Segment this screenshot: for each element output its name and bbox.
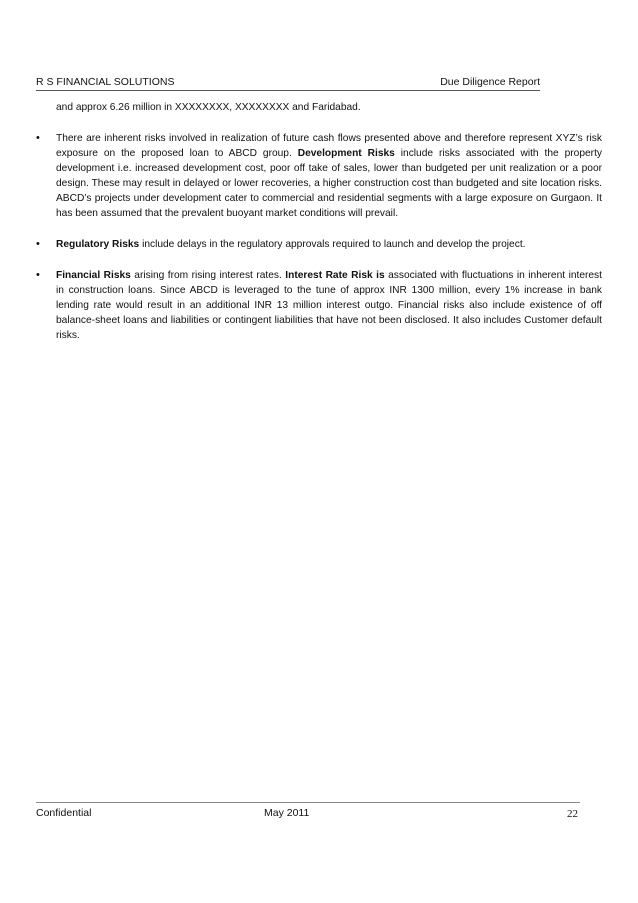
bullet-text: include risks associated with the property development i.e. increased development cost, poor off take of sales, lower than budgeted per unit realization or a poor design. These may result in delayed or lower recoveries, a higher construction cost than budgeted and site location risks. ABCD’s projects under development cater to commercial and residential segments with a large exposure on Gurgaon. It has been assumed that the prevalent buoyant market conditions will prevail. bbox=[56, 148, 602, 219]
bullet-icon: • bbox=[36, 238, 40, 250]
bold-term: Development Risks bbox=[297, 148, 395, 159]
page-content bbox=[36, 100, 602, 359]
bullet-icon: • bbox=[36, 269, 40, 281]
bullet-development-risks bbox=[36, 131, 602, 221]
page-header bbox=[36, 76, 540, 91]
bold-term: Interest Rate Risk is bbox=[285, 270, 385, 281]
confidential-label: Confidential bbox=[36, 807, 92, 819]
intro-paragraph: and approx 6.26 million in XXXXXXXX, XXXXXXXX and Faridabad. bbox=[56, 102, 361, 113]
report-title: Due Diligence Report bbox=[440, 76, 540, 88]
bullet-text: There are inherent risks involved in realization of future cash flows presented above and therefore represent XYZ’s risk exposure on the proposed loan to ABCD group. bbox=[56, 133, 602, 159]
bullet-regulatory-risks bbox=[36, 237, 602, 252]
bold-term: Regulatory Risks bbox=[56, 239, 140, 250]
bullet-financial-risks bbox=[36, 268, 602, 343]
company-name: R S FINANCIAL SOLUTIONS bbox=[36, 76, 175, 88]
bullet-text: arising from rising interest rates. bbox=[130, 270, 286, 281]
bullet-text: include delays in the regulatory approvals required to launch and develop the project. bbox=[139, 239, 526, 250]
page-number: 22 bbox=[567, 808, 578, 820]
page-footer bbox=[36, 802, 580, 821]
bold-term: Financial Risks bbox=[56, 270, 131, 281]
bullet-icon: • bbox=[36, 132, 40, 144]
footer-date: May 2011 bbox=[264, 807, 310, 819]
bullet-text: associated with fluctuations in inherent interest in construction loans. Since ABCD is leveraged to the tune of approx INR 1300 million, every 1% increase in bank lending rate would result in an additional INR 13 million interest outgo. Financial risks also include existence of off balance-sheet loans and liabilities or contingent liabilities that have not been disclosed. It also includes Customer default risks. bbox=[56, 270, 602, 341]
